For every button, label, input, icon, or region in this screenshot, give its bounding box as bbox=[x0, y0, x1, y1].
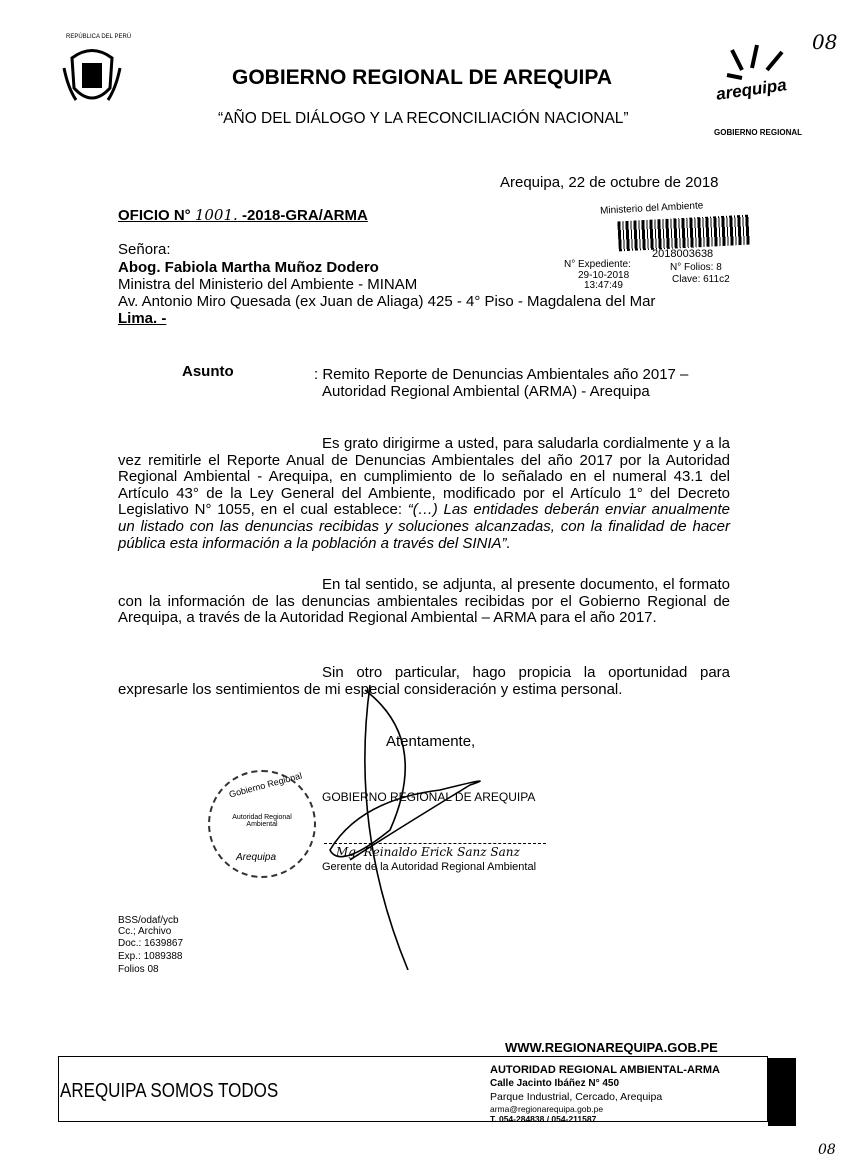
barcode bbox=[617, 215, 750, 252]
closing: Atentamente, bbox=[386, 733, 476, 750]
signature-org: GOBIERNO REGIONAL DE AREQUIPA bbox=[322, 790, 536, 804]
footer-page-mark: 08 bbox=[818, 1142, 836, 1158]
seal-mid-text: Autoridad Regional Ambiental bbox=[232, 814, 292, 828]
subject-label: Asunto bbox=[182, 363, 234, 380]
subject-line-1: : Remito Reporte de Denuncias Ambientales año 2017 – bbox=[314, 366, 689, 383]
footer-website: WWW.REGIONAREQUIPA.GOB.PE bbox=[505, 1040, 718, 1055]
body-paragraph-2: En tal sentido, se adjunta, al presente documento, el formato con la información de las denuncias ambientales recibidas por el Gobierno Regional de Arequipa, a través de la Autoridad Regional Ambiental – ARMA para el año 2017. bbox=[118, 576, 730, 627]
paragraph-1-text: Es grato dirigirme a usted, para saludarla cordialmente y a la vez remitirle el Reporte Anual de Denuncias Ambientales del año 2017 por la Autoridad Regional Ambiental - Arequipa, en cumplimiento de lo señalado en el numeral 43.1 del Artículo 43° de la Ley General del Ambiente, modificado por el Artículo 1° del Decreto Legislativo N° 1055, en el cual establece: bbox=[118, 435, 730, 519]
recipient-address: Av. Antonio Miro Quesada (ex Juan de Aliaga) 425 - 4° Piso - Magdalena del Mar bbox=[118, 293, 656, 310]
stamp-time: 13:47:49 bbox=[584, 280, 623, 291]
signer-role: Gerente de la Autoridad Regional Ambiental bbox=[322, 861, 537, 873]
recipient-position: Ministra del Ministerio del Ambiente - MINAM bbox=[118, 276, 418, 293]
signer-name: Mg. Reinaldo Erick Sanz Sanz bbox=[336, 845, 520, 859]
ref-folios: Folios 08 bbox=[118, 964, 159, 975]
footer-black-bar bbox=[768, 1058, 796, 1126]
seal-top-text: Gobierno Regional bbox=[227, 770, 304, 800]
shield-text: REPÚBLICA DEL PERÚ bbox=[66, 34, 132, 40]
footer-slogan: AREQUIPA SOMOS TODOS bbox=[60, 1080, 279, 1102]
ref-initials: BSS/odaf/ycb bbox=[118, 915, 179, 926]
signature-line bbox=[324, 843, 546, 844]
header-title: GOBIERNO REGIONAL DE AREQUIPA bbox=[232, 66, 612, 89]
logo-text: arequipa bbox=[714, 75, 788, 104]
header-motto: “AÑO DEL DIÁLOGO Y LA RECONCILIACIÓN NACIONAL” bbox=[218, 110, 629, 127]
ref-cc: Cc.; Archivo bbox=[118, 926, 172, 937]
footer-email: arma@regionarequipa.gob.pe bbox=[490, 1104, 604, 1114]
stamp-entity: Ministerio del Ambiente bbox=[599, 200, 704, 217]
stamp-folios: N° Folios: 8 bbox=[670, 262, 722, 273]
footer-street: Calle Jacinto Ibáñez N° 450 bbox=[490, 1078, 620, 1089]
seal-bottom-text: Arequipa bbox=[236, 852, 277, 863]
letter-date: Arequipa, 22 de octubre de 2018 bbox=[500, 174, 719, 191]
logo-caption: GOBIERNO REGIONAL bbox=[714, 128, 803, 137]
oficio-suffix: -2018-GRA/ARMA bbox=[241, 207, 368, 224]
body-paragraph-3: Sin otro particular, hago propicia la oportunidad para expresarle los sentimientos de mi especial consideración y estima personal. bbox=[118, 664, 730, 698]
salutation: Señora: bbox=[118, 241, 171, 258]
recipient-name: Abog. Fabiola Martha Muñoz Dodero bbox=[118, 259, 379, 276]
recipient-city: Lima. - bbox=[118, 310, 167, 327]
ref-doc: Doc.: 1639867 bbox=[118, 938, 184, 949]
footer-phone: T. 054-284838 / 054-211587 bbox=[490, 1114, 597, 1124]
paragraph-1-quote: “(…) Las entidades deberán enviar anualmente un listado con las denuncias recibidas y soluciones alcanzadas, con la finalidad de hacer pública esta información a la población a través del SINIA”. bbox=[118, 501, 731, 552]
stamp-clave: Clave: 611c2 bbox=[672, 274, 730, 285]
stamp-date: 29-10-2018 bbox=[578, 270, 630, 281]
peru-shield-icon bbox=[62, 38, 122, 110]
subject-line-2: Autoridad Regional Ambiental (ARMA) - Arequipa bbox=[322, 383, 650, 400]
official-seal bbox=[208, 770, 316, 878]
stamp-code: 2018003638 bbox=[652, 248, 714, 260]
footer-district: Parque Industrial, Cercado, Arequipa bbox=[490, 1091, 663, 1103]
oficio-number bbox=[118, 206, 368, 224]
page-mark: 08 bbox=[812, 30, 838, 54]
stamp-expediente-label: N° Expediente: bbox=[564, 259, 631, 270]
oficio-prefix: OFICIO N° bbox=[118, 207, 191, 224]
ref-exp: Exp.: 1089388 bbox=[118, 951, 183, 962]
oficio-handwritten-number: 1001. bbox=[194, 206, 238, 224]
body-paragraph-1 bbox=[118, 436, 730, 552]
footer-office: AUTORIDAD REGIONAL AMBIENTAL-ARMA bbox=[490, 1064, 720, 1076]
handwritten-signature bbox=[320, 680, 520, 970]
